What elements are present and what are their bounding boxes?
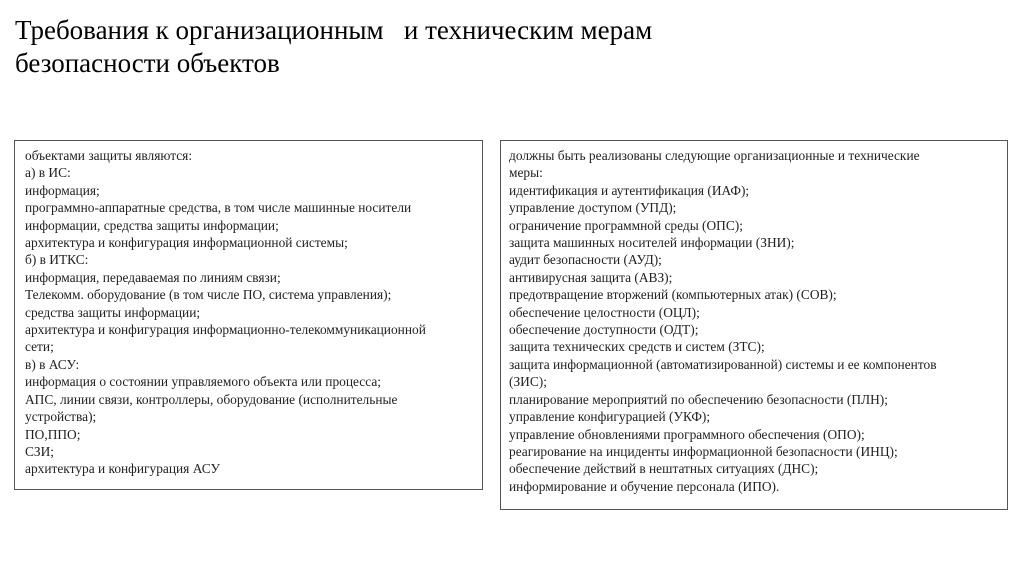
- text-line: защита технических средств и систем (ЗТС);: [509, 339, 765, 355]
- slide-title: [15, 14, 995, 80]
- text-line: информация о состоянии управляемого объекта или процесса;: [25, 374, 381, 390]
- text-line: обеспечение целостности (ОЦЛ);: [509, 304, 700, 320]
- text-line: управление доступом (УПД);: [509, 200, 677, 216]
- text-line: антивирусная защита (АВЗ);: [509, 269, 673, 285]
- text-line: устройства);: [25, 409, 97, 425]
- slide-title-line-1: Требования к организационным и техническим мерам: [15, 15, 653, 45]
- text-line: программно-аппаратные средства, в том числе машинные носители: [25, 200, 412, 216]
- text-line: архитектура и конфигурация информационно-телекоммуникационной: [25, 322, 426, 338]
- text-line: информация;: [25, 182, 100, 198]
- text-line: архитектура и конфигурация АСУ: [25, 461, 220, 477]
- text-line: идентификация и аутентификация (ИАФ);: [509, 182, 750, 198]
- text-line: предотвращение вторжений (компьютерных атак) (СОВ);: [509, 287, 837, 303]
- text-line: Телекомм. оборудование (в том числе ПО, система управления);: [25, 287, 392, 303]
- text-line: информирование и обучение персонала (ИПО).: [509, 478, 780, 494]
- text-line: защита машинных носителей информации (ЗНИ);: [509, 235, 795, 251]
- text-line: информация, передаваемая по линиям связи;: [25, 269, 281, 285]
- text-line: (ЗИС);: [509, 374, 547, 390]
- text-line: АПС, линии связи, контроллеры, оборудование (исполнительные: [25, 391, 398, 407]
- text-line: аудит безопасности (АУД);: [509, 252, 662, 268]
- text-line: СЗИ;: [25, 443, 55, 459]
- text-line: сети;: [25, 339, 54, 355]
- text-line: управление обновлениями программного обеспечения (ОПО);: [509, 426, 865, 442]
- slide-title-line-2: безопасности объектов: [15, 48, 280, 78]
- text-line: а) в ИС:: [25, 165, 71, 181]
- text-line: в) в АСУ:: [25, 356, 80, 372]
- text-line: реагирование на инциденты информационной безопасности (ИНЦ);: [509, 443, 898, 459]
- text-line: б) в ИТКС:: [25, 252, 89, 268]
- text-line: должны быть реализованы следующие организационные и технические: [509, 148, 920, 163]
- text-line: объектами защиты являются:: [25, 148, 193, 163]
- text-line: средства защиты информации;: [25, 304, 201, 320]
- text-line: ПО,ППО;: [25, 426, 81, 442]
- text-line: обеспечение действий в нештатных ситуациях (ДНС);: [509, 461, 819, 477]
- protection-objects-box: [14, 140, 483, 490]
- text-line: планирование мероприятий по обеспечению безопасности (ПЛН);: [509, 391, 888, 407]
- text-line: защита информационной (автоматизированной) системы и ее компонентов: [509, 356, 937, 372]
- text-line: меры:: [509, 165, 543, 181]
- security-measures-box: [500, 140, 1008, 510]
- text-line: обеспечение доступности (ОДТ);: [509, 322, 699, 338]
- text-line: управление конфигурацией (УКФ);: [509, 409, 711, 425]
- text-line: архитектура и конфигурация информационной системы;: [25, 235, 348, 251]
- text-line: информации, средства защиты информации;: [25, 217, 279, 233]
- text-line: ограничение программной среды (ОПС);: [509, 217, 743, 233]
